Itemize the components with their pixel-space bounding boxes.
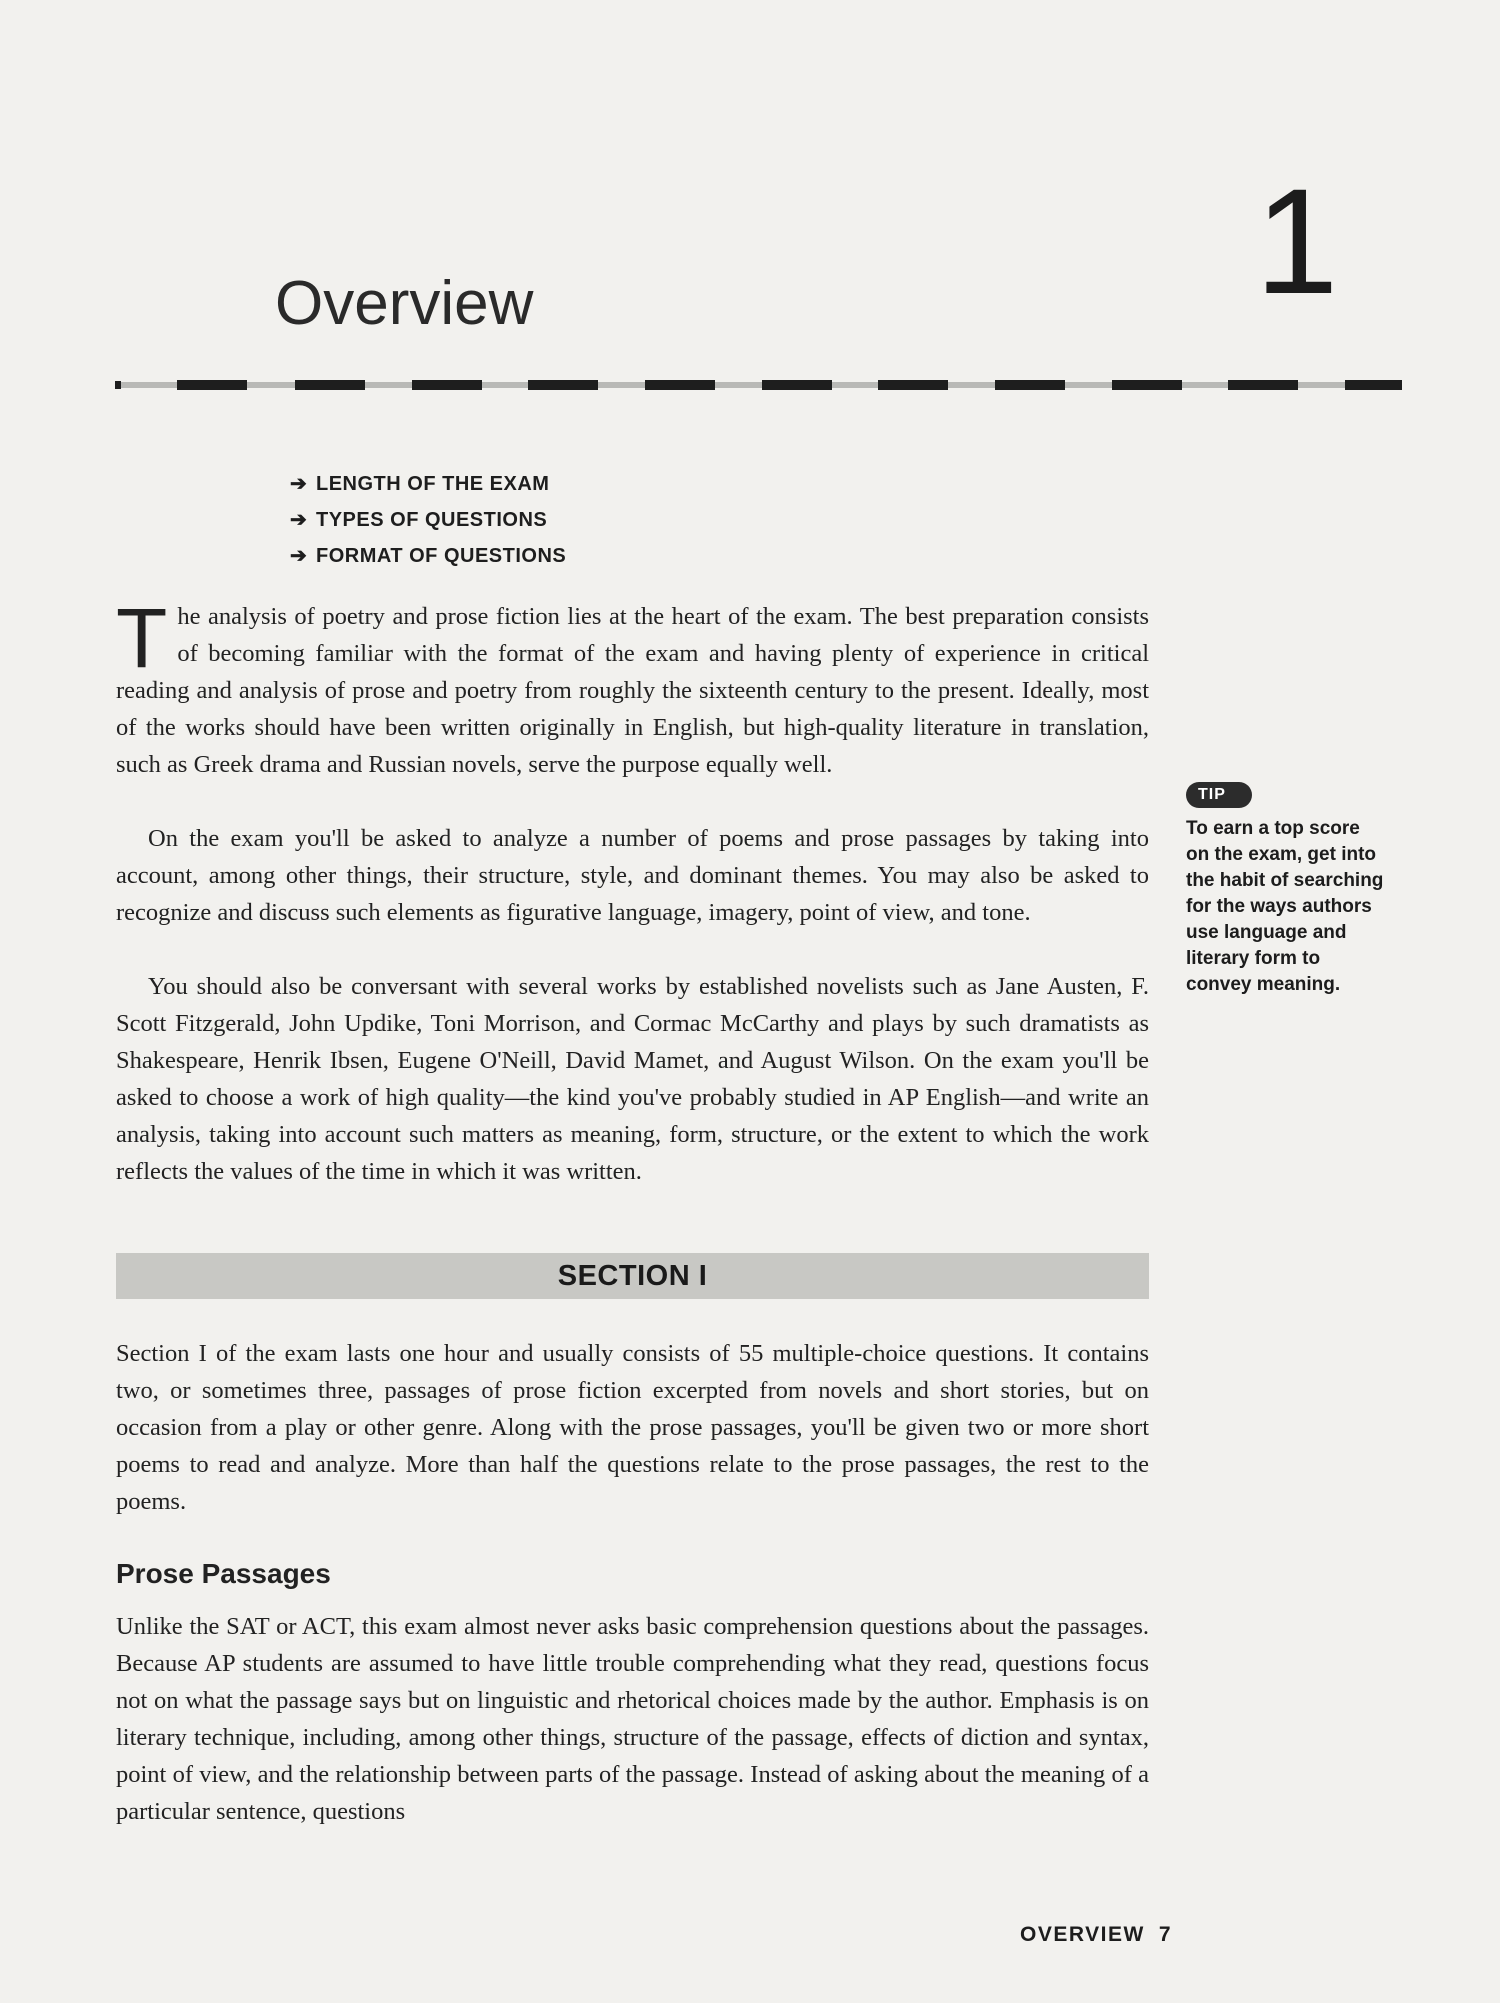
topic-item xyxy=(290,538,566,574)
arrow-right-icon: ➔ xyxy=(290,545,308,567)
topic-item xyxy=(290,466,566,502)
section-heading-bar xyxy=(116,1253,1149,1299)
chapter-divider-rule xyxy=(115,380,1402,390)
chapter-topics-list xyxy=(290,466,566,574)
body-paragraph-works: You should also be conversant with several works by established novelists such as Jane Austen, F. Scott Fitzgerald, John Updike, Toni Morrison, and Cormac McCarthy and plays by such dramatists as Shakespeare, Henrik Ibsen, Eugene O'Neill, David Mamet, and August Wilson. On the exam you'll be asked to choose a work of high quality—the kind you've probably studied in AP English—and write an analysis, taking into account such matters as meaning, form, structure, or the extent to which the work reflects the values of the time in which it was written. xyxy=(116,973,1149,1185)
section-heading: SECTION I xyxy=(557,1259,708,1292)
topic-label: FORMAT OF QUESTIONS xyxy=(316,545,567,567)
subheading-prose-passages: Prose Passages xyxy=(116,1558,331,1589)
section-one-paragraph: Section I of the exam lasts one hour and usually consists of 55 multiple-choice questions. It contains two, or sometimes three, passages of prose fiction excerpted from novels and short stories, but on occasion from a play or other genre. Along with the prose passages, you'll be given two or more short poems to read and analyze. More than half the questions relate to the prose passages, the rest to the poems. xyxy=(116,1340,1149,1515)
prose-passages-paragraph: Unlike the SAT or ACT, this exam almost never asks basic comprehension questions about the passages. Because AP students are assumed to have little trouble comprehending what they read, questions focus not on what the passage says but on linguistic and rhetorical choices made by the author. Emphasis is on literary technique, including, among other things, structure of the passage, effects of diction and syntax, point of view, and the relationship between parts of the passage. Instead of asking about the meaning of a particular sentence, questions xyxy=(116,1613,1149,1825)
page-number: 7 xyxy=(1158,1923,1172,1946)
arrow-right-icon: ➔ xyxy=(290,473,308,495)
tip-sidebar xyxy=(1186,782,1386,998)
body-paragraph-analysis: On the exam you'll be asked to analyze a number of poems and prose passages by taking into account, among other things, their structure, style, and dominant themes. You may also be asked to recognize and discuss such elements as figurative language, imagery, point of view, and tone. xyxy=(116,825,1149,926)
tip-text: To earn a top score on the exam, get into the habit of searching for the ways authors use language and literary form to convey meaning. xyxy=(1186,818,1384,995)
chapter-number: 1 xyxy=(1255,157,1339,325)
drop-cap: T xyxy=(116,591,168,685)
running-head: OVERVIEW xyxy=(1020,1923,1145,1946)
intro-paragraph-text: he analysis of poetry and prose fiction lies at the heart of the exam. The best preparation consists of becoming familiar with the format of the exam and having plenty of experience in critical reading and analysis of prose and poetry from roughly the sixteenth century to the present. Ideally, most of the works should have been written originally in English, but high-quality literature in translation, such as Greek drama and Russian novels, serve the purpose equally well. xyxy=(116,603,1149,778)
intro-paragraph xyxy=(116,591,1149,783)
page-footer xyxy=(1020,1923,1172,1947)
tip-badge: TIP xyxy=(1186,782,1252,808)
topic-item xyxy=(290,502,566,538)
topic-label: LENGTH OF THE EXAM xyxy=(316,473,550,495)
arrow-right-icon: ➔ xyxy=(290,509,308,531)
chapter-title: Overview xyxy=(275,269,534,338)
topic-label: TYPES OF QUESTIONS xyxy=(316,509,548,531)
